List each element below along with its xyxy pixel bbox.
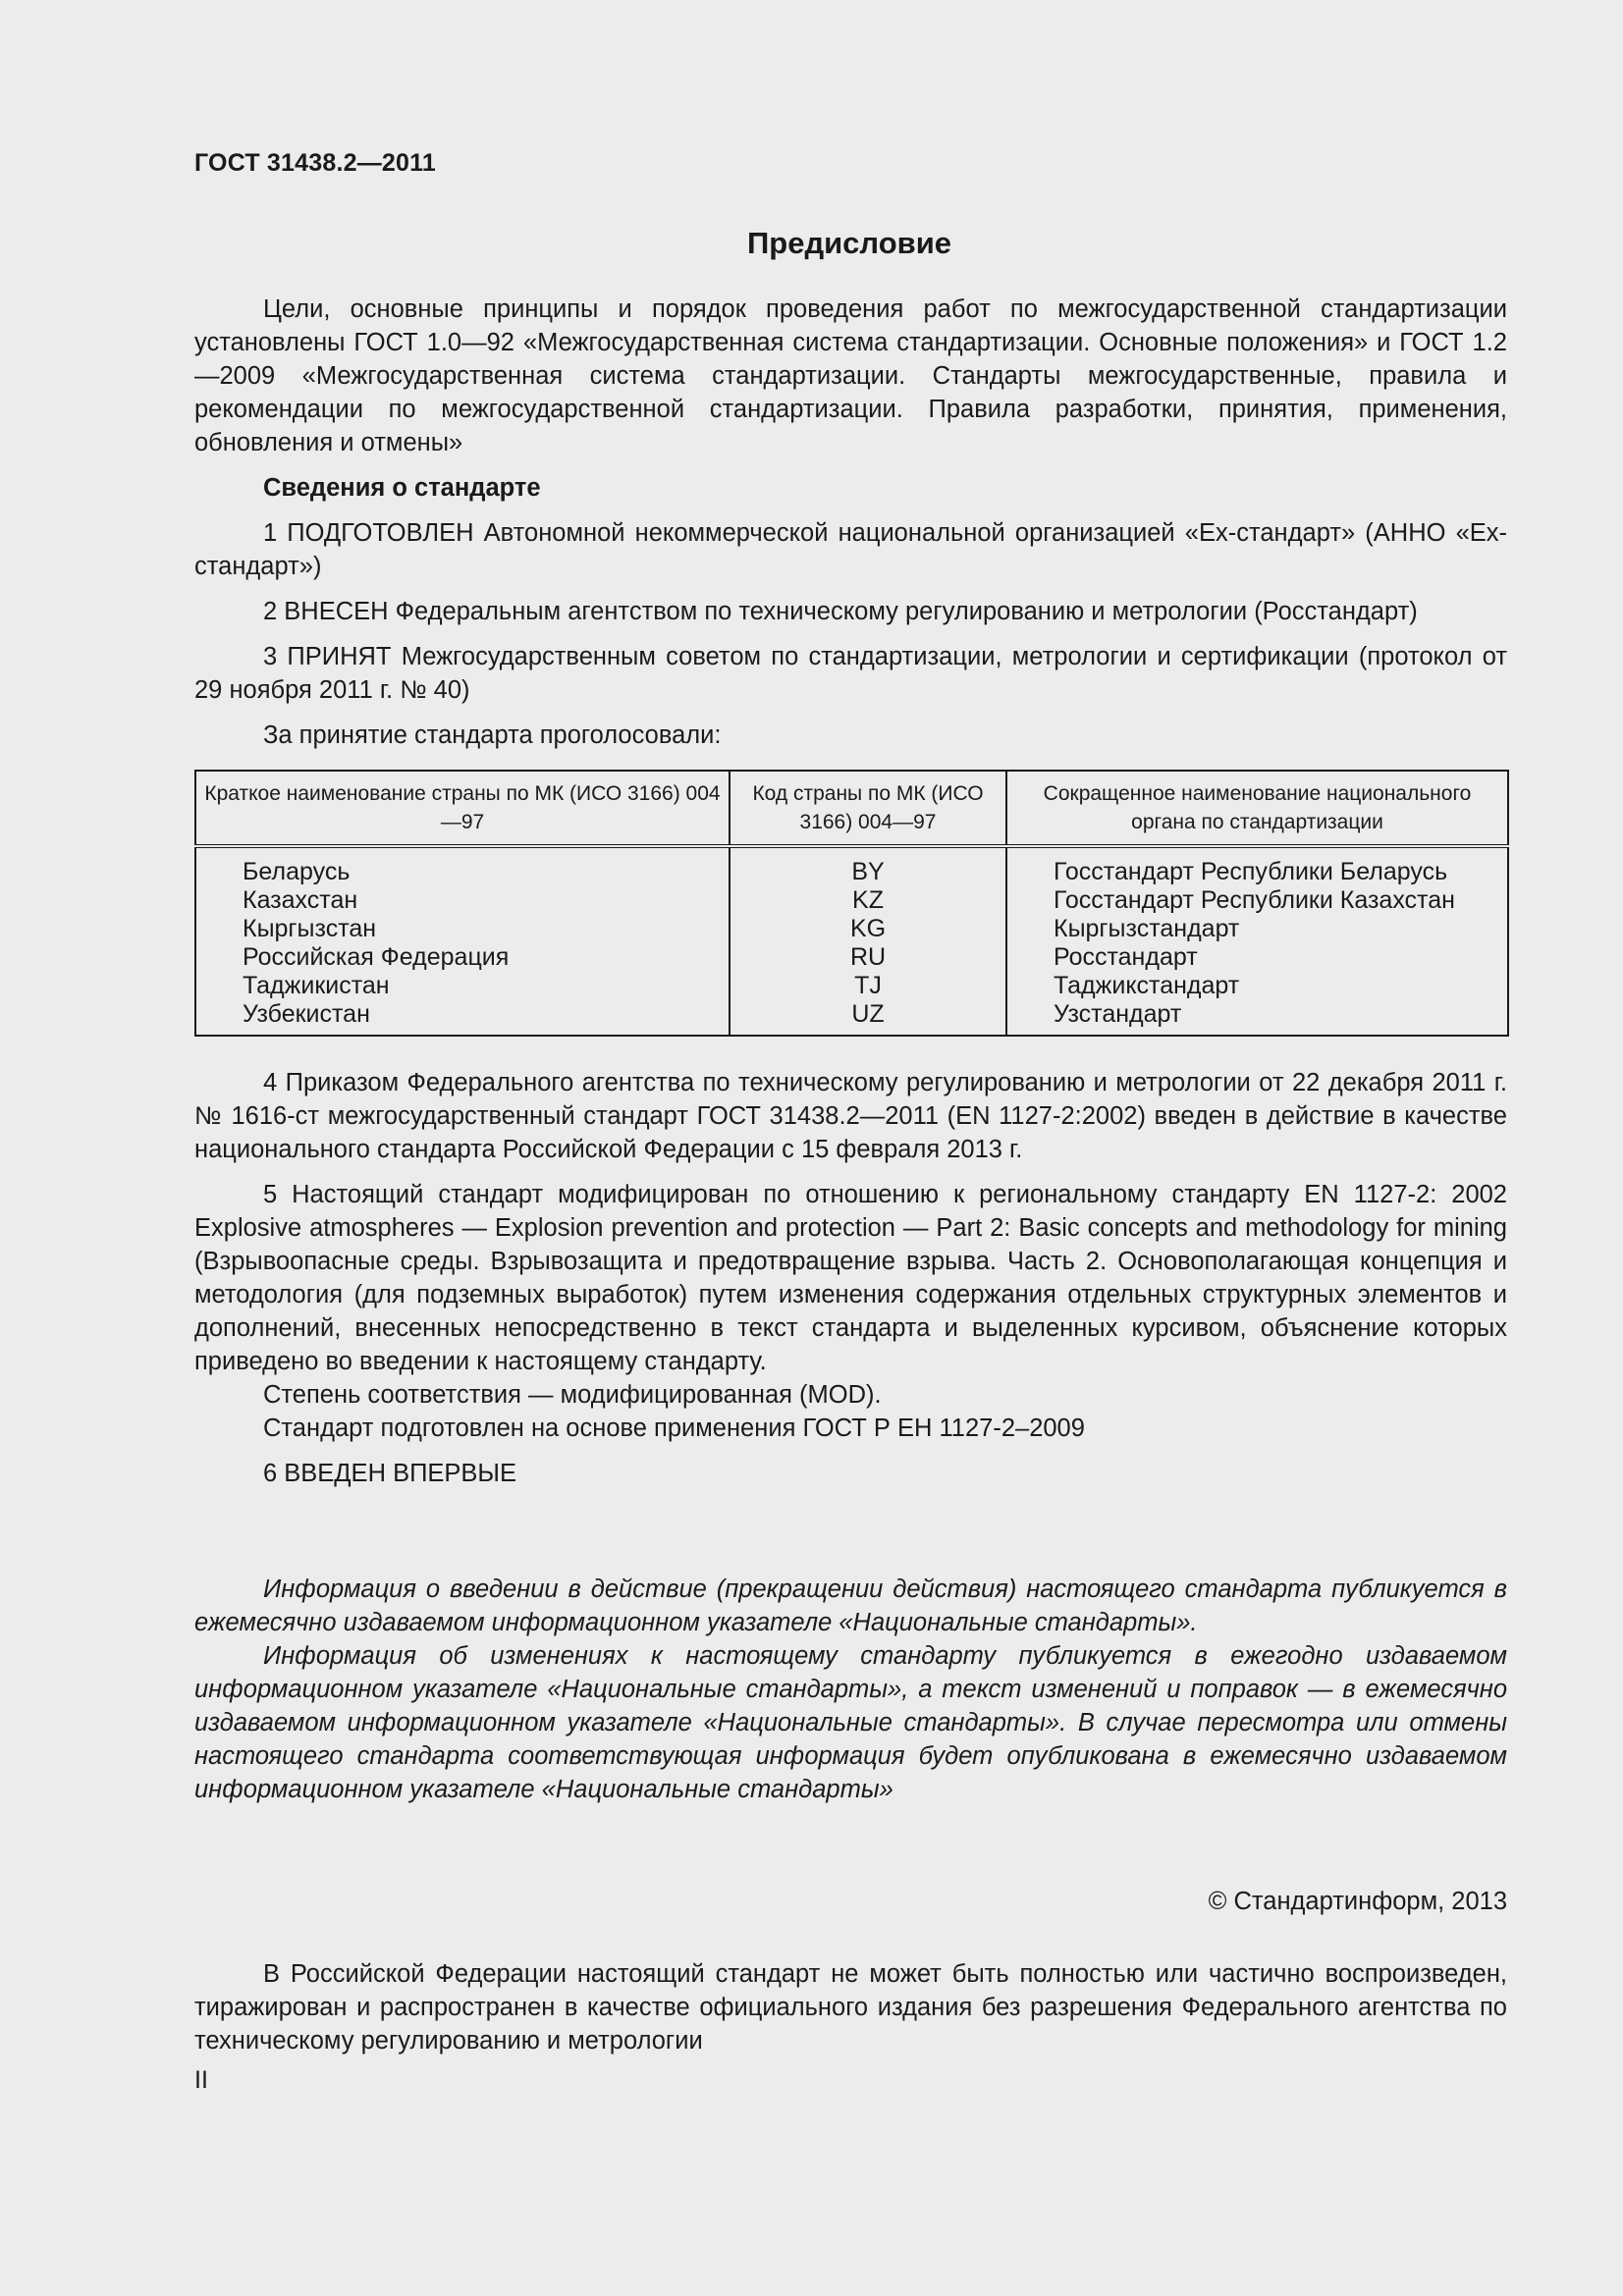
organ-cell: Узстандарт — [1054, 1000, 1182, 1028]
table-header-code: Код страны по МК (ИСО 3166) 004—97 — [730, 771, 1006, 846]
country-cell: Кыргызстан — [243, 915, 377, 942]
code-cell: KG — [849, 915, 887, 942]
organ-cell: Росстандарт — [1054, 943, 1198, 971]
organ-cell: Госстандарт Республики Казахстан — [1054, 886, 1455, 914]
vote-intro: За принятие стандарта проголосовали: — [263, 721, 722, 749]
country-cell: Казахстан — [243, 886, 358, 914]
organ-cell: Кыргызстандарт — [1054, 915, 1240, 942]
item-2: 2 ВНЕСЕН Федеральным агентством по техническому регулированию и метрологии (Росстандарт) — [263, 598, 1418, 625]
info-paragraph-2: Информация об изменениях к настоящему стандарту публикуется в ежегодно издаваемом информационном указателе «Национальные стандарты», а текст изменений и поправок — в ежемесячно издаваемом информационном указателе «Национальные стандарты». В случае пересмотра или отмены настоящего стандарта соответствующая информация будет опубликована в ежемесячно издаваемом информационном указателе «Национальные стандарты» — [194, 1642, 1507, 1803]
reproduction-notice: В Российской Федерации настоящий стандарт не может быть полностью или частично воспроизведен, тиражирован и распространен в качестве официального издания без разрешения Федерального агентства по техническому регулированию и метрологии — [194, 1960, 1507, 2055]
intro-paragraph: Цели, основные принципы и порядок проведения работ по межгосударственной стандартизации установлены ГОСТ 1.0—92 «Межгосударственная система стандартизации. Основные положения» и ГОСТ 1.2—2009 «Межгосударственная система стандартизации. Стандарты межгосударственные, правила и рекомендации по межгосударственной стандартизации. Правила разработки, принятия, применения, обновления и отмены» — [194, 295, 1507, 456]
country-cell: Таджикистан — [243, 972, 390, 999]
document-body — [194, 293, 1507, 2057]
item-4: 4 Приказом Федерального агентства по техническому регулированию и метрологии от 22 декабря 2011 г. № 1616-ст межгосударственный стандарт ГОСТ 31438.2—2011 (EN 1127-2:2002) введен в действие в качестве национального стандарта Российской Федерации с 15 февраля 2013 г. — [194, 1069, 1507, 1163]
item-5-basis: Стандарт подготовлен на основе применения ГОСТ Р ЕН 1127-2–2009 — [263, 1415, 1085, 1442]
item-1: 1 ПОДГОТОВЛЕН Автономной некоммерческой национальной организацией «Ех-стандарт» (АННО «Ех-стандарт») — [194, 519, 1507, 580]
code-cell: KZ — [852, 886, 884, 914]
country-cell: Узбекистан — [243, 1000, 370, 1028]
country-column — [195, 846, 730, 1036]
section-heading: Сведения о стандарте — [263, 474, 541, 502]
organ-cell: Госстандарт Республики Беларусь — [1054, 858, 1448, 885]
voting-table — [194, 770, 1509, 1037]
item-6: 6 ВВЕДЕН ВПЕРВЫЕ — [263, 1460, 517, 1487]
code-cell: UZ — [851, 1000, 885, 1028]
table-header-country: Краткое наименование страны по МК (ИСО 3166) 004—97 — [195, 771, 730, 846]
table-row — [195, 846, 1508, 1036]
organ-cell: Таджикстандарт — [1054, 972, 1240, 999]
page-title: Предисловие — [746, 226, 951, 260]
code-cell: RU — [849, 943, 887, 971]
item-5-degree: Степень соответствия — модифицированная (MOD). — [263, 1381, 882, 1409]
code-column — [730, 846, 1006, 1036]
table-header-organ: Сокращенное наименование национального органа по стандартизации — [1006, 771, 1508, 846]
info-paragraph-1: Информация о введении в действие (прекращении действия) настоящего стандарта публикуется в ежемесячно издаваемом информационном указателе «Национальные стандарты». — [194, 1575, 1507, 1636]
country-cell: Российская Федерация — [243, 943, 510, 971]
organ-column — [1006, 846, 1508, 1036]
item-5: 5 Настоящий стандарт модифицирован по отношению к региональному стандарту EN 1127-2: 2002 Explosive atmospheres — Explosion prevention and protection — Part 2: Basic concepts and methodology for mining (Взрывоопасные среды. Взрывозащита и предотвращение взрыва. Часть 2. Основополагающая концепция и методология (для подземных выработок) путем изменения содержания отдельных структурных элементов и дополнений, внесенных непосредственно в текст стандарта и выделенных курсивом, объяснение которых приведено во введении к настоящему стандарту. — [194, 1181, 1507, 1375]
page-number: II — [194, 2066, 208, 2094]
code-cell: TJ — [854, 972, 882, 999]
document-code: ГОСТ 31438.2—2011 — [194, 149, 436, 177]
copyright: © Стандартинформ, 2013 — [1208, 1888, 1507, 1915]
code-cell: BY — [851, 858, 885, 885]
item-3: 3 ПРИНЯТ Межгосударственным советом по стандартизации, метрологии и сертификации (протокол от 29 ноября 2011 г. № 40) — [194, 643, 1507, 704]
country-cell: Беларусь — [243, 858, 351, 885]
table-header-row — [195, 771, 1508, 846]
